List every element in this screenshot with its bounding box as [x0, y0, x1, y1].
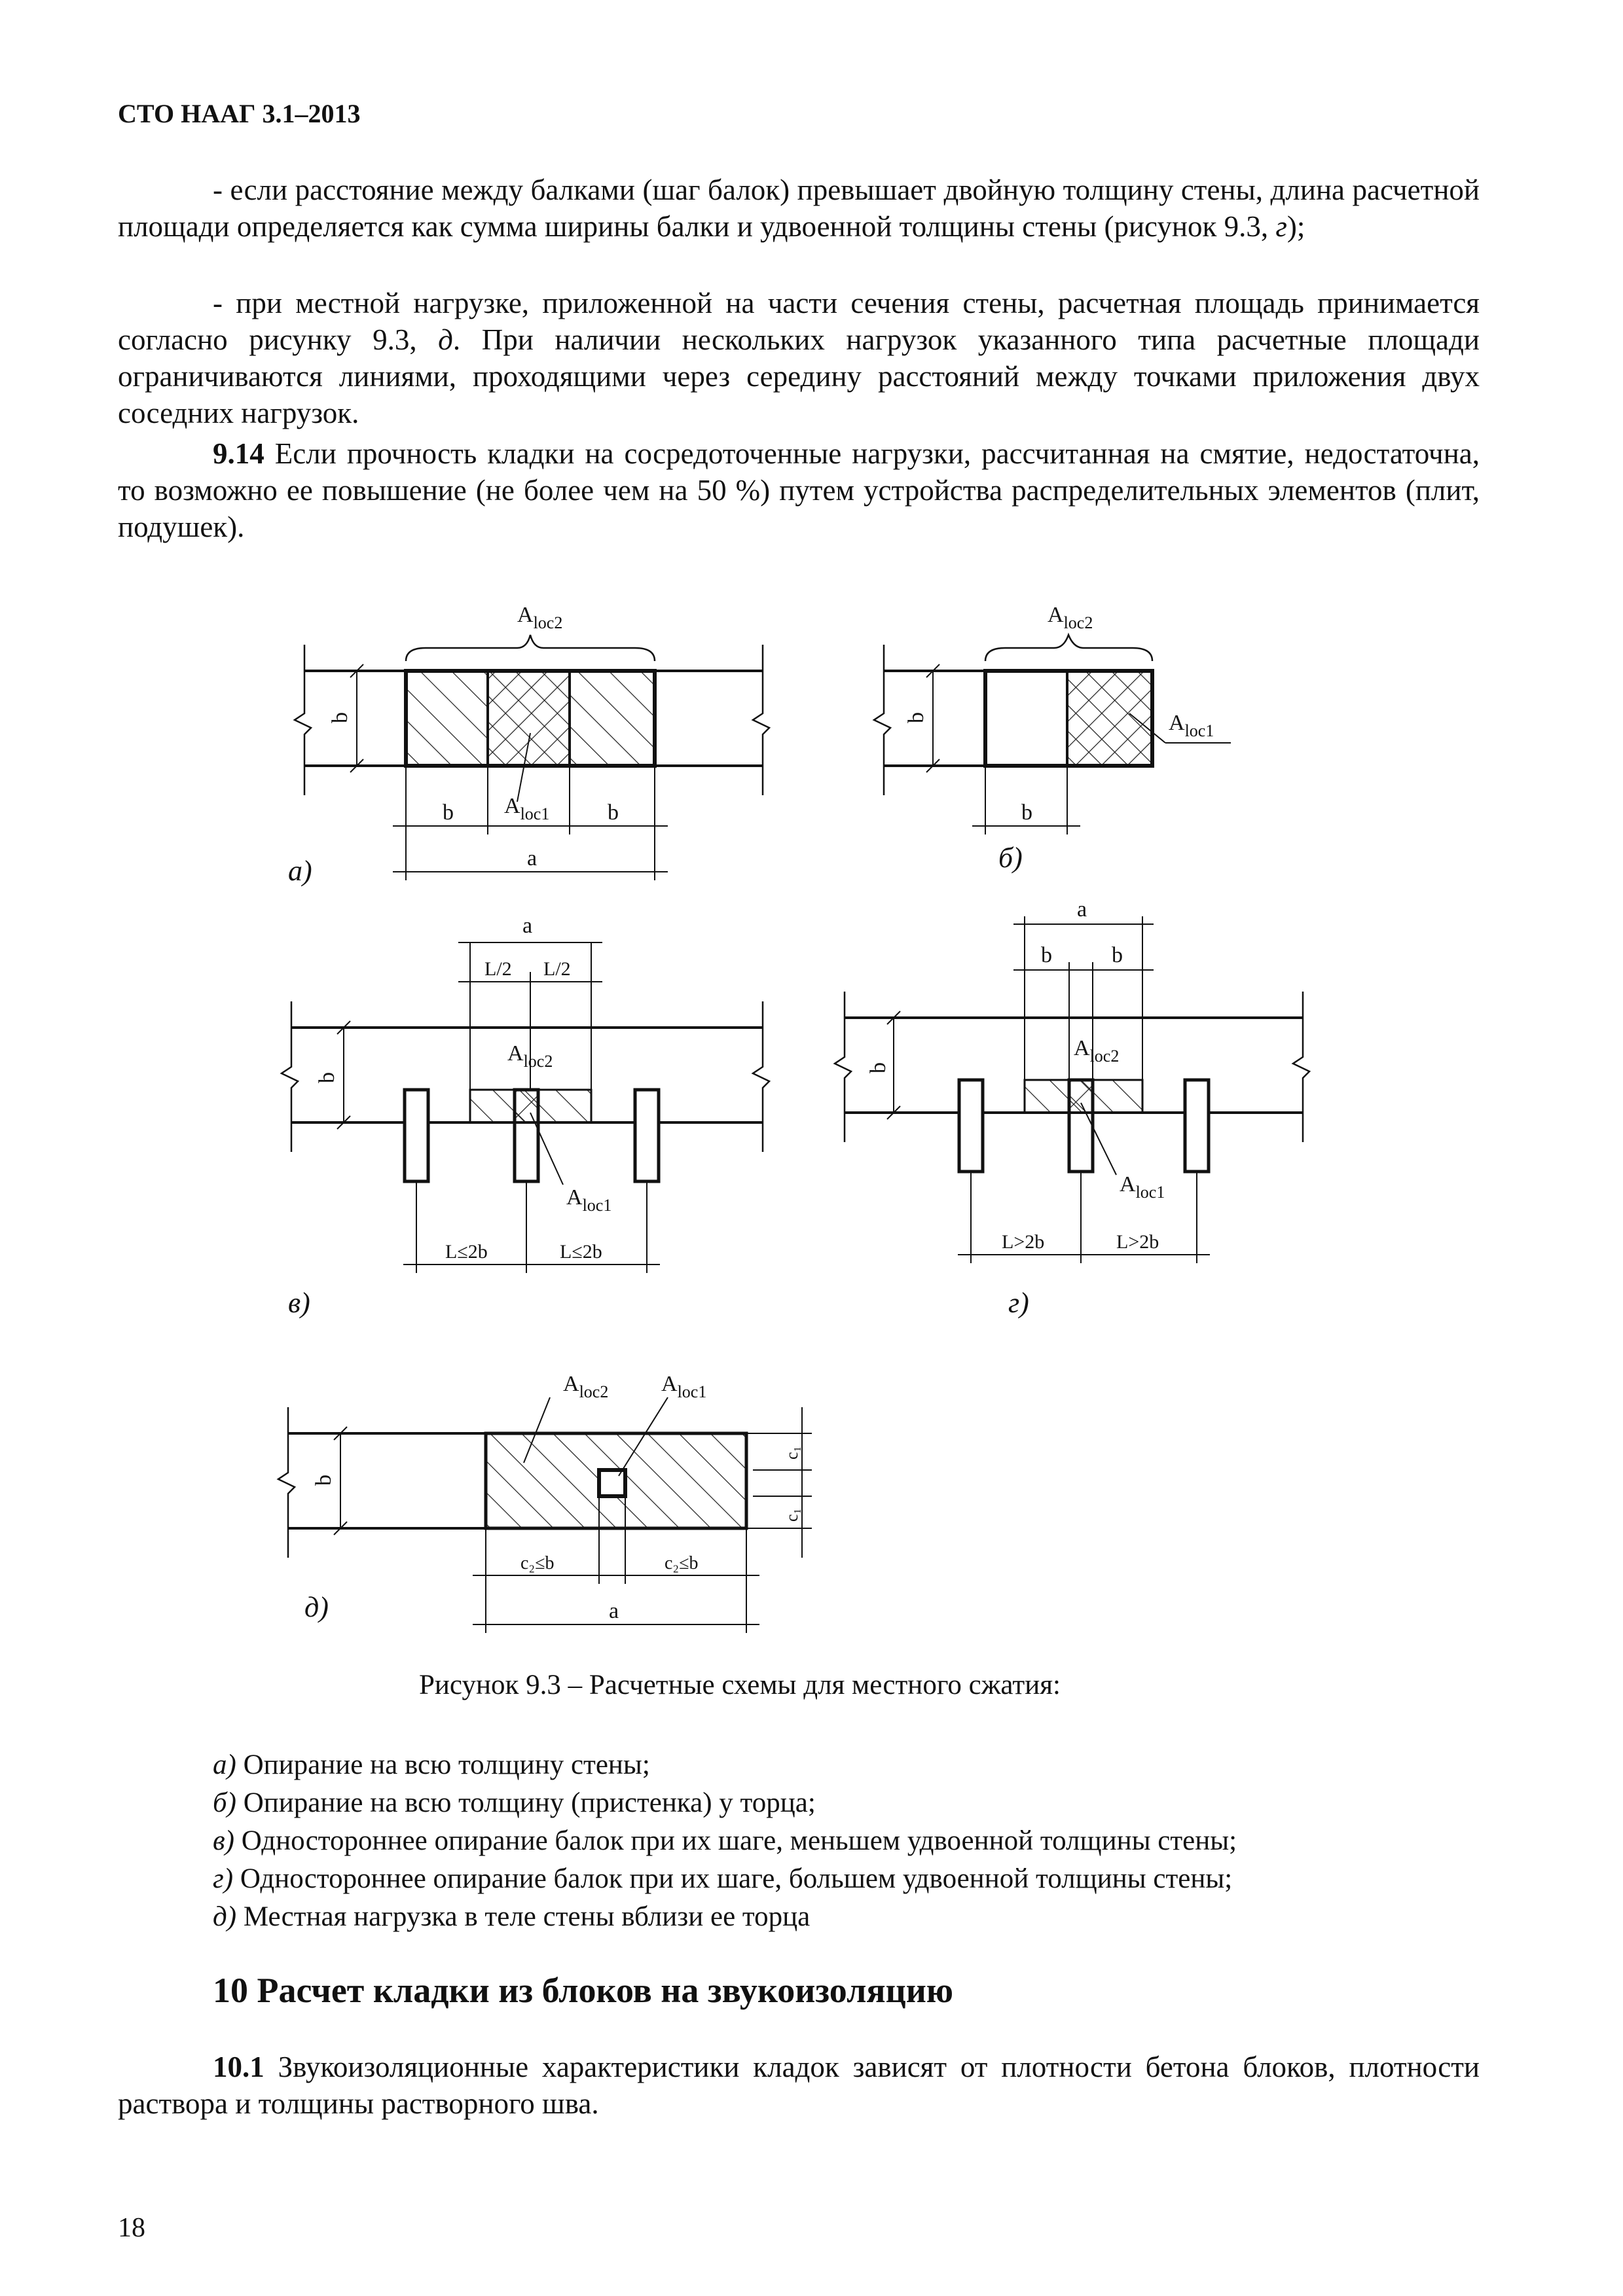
diagram-g	[835, 916, 1309, 1263]
dim-a-g: a	[1077, 897, 1087, 922]
label-a: а)	[288, 855, 312, 887]
dim-c1-top-d: c₁	[782, 1446, 801, 1460]
section-title: 10 Расчет кладки из блоков на звукоизоляцию	[213, 1971, 954, 2010]
dim-b-g: b	[866, 1062, 890, 1073]
aloc2-label-b: $A_{loc2}$	[1048, 603, 1093, 632]
figure-9-3	[0, 576, 1623, 1662]
page-number: 18	[118, 2213, 145, 2243]
label-d: д)	[304, 1591, 329, 1623]
legend-item: б) Опирание на всю толщину (пристенка) у торца;	[213, 1787, 816, 1818]
paragraph-beam-spacing: - если расстояние между балками (шаг балок) превышает двойную толщину стены, длина расчетной площади определяется как сумма ширины балки и удвоенной толщины стены (рисунок 9.3, г);	[118, 173, 1480, 243]
legend-item: а) Опирание на всю толщину стены;	[213, 1749, 650, 1780]
aloc1-label-v: $A_{loc1}$	[566, 1185, 612, 1215]
paragraph-10-1: 10.1 Звукоизоляционные характеристики кладок зависят от плотности бетона блоков, плотности раствора и толщины растворного шва.	[118, 2051, 1480, 2120]
label-b: б)	[998, 842, 1023, 874]
aloc1-label-b: $A_{loc1}$	[1169, 711, 1214, 740]
dim-c2-left-d: c₂≤b	[520, 1553, 555, 1573]
figure-caption: Рисунок 9.3 – Расчетные схемы для местного сжатия:	[419, 1670, 1061, 1700]
dim-b-a: b	[328, 712, 352, 723]
diagram-v	[282, 942, 769, 1273]
dim-l2-left-v: L/2	[484, 958, 512, 980]
aloc2-label-v: $A_{loc2}$	[507, 1041, 553, 1071]
dim-l2-right-v: L/2	[543, 958, 571, 980]
dim-a-v: a	[522, 914, 533, 938]
dim-b-b: b	[904, 712, 928, 723]
dim-b-right-g: b	[1112, 943, 1123, 967]
dim-b-v: b	[315, 1072, 339, 1083]
aloc1-label-g: $A_{loc1}$	[1120, 1172, 1165, 1202]
dim-l-gt-2b-left: L>2b	[1002, 1231, 1045, 1253]
dim-c1-bottom-d: c₁	[782, 1508, 801, 1522]
aloc2-label-a: $A_{loc2}$	[517, 603, 563, 632]
label-v: в)	[288, 1287, 310, 1319]
label-g: г)	[1008, 1287, 1029, 1319]
dim-l-le-2b-left: L≤2b	[445, 1241, 488, 1263]
figure-legend	[213, 1746, 1237, 1936]
diagram-a	[295, 635, 769, 880]
aloc1-label-a: $A_{loc1}$	[504, 794, 550, 823]
aloc2-label-d: $A_{loc2}$	[563, 1372, 609, 1401]
paragraph-9-14: 9.14 Если прочность кладки на сосредоточенные нагрузки, рассчитанная на смятие, недостаточна, то возможно ее повышение (не более чем на 50 %) путем устройства распределительных элементов (плит, подушек).	[118, 437, 1480, 543]
dim-b-right-a: b	[608, 800, 619, 825]
dim-l-le-2b-right: L≤2b	[560, 1241, 602, 1263]
diagram-d	[278, 1397, 812, 1633]
dim-l-gt-2b-right: L>2b	[1116, 1231, 1159, 1253]
dim-a-a: a	[527, 846, 538, 870]
dim-b-d: b	[312, 1475, 336, 1486]
dim-b-bottom-b: b	[1021, 800, 1032, 825]
legend-item: в) Одностороннее опирание балок при их шаге, меньшем удвоенной толщины стены;	[213, 1825, 1237, 1856]
legend-item: д) Местная нагрузка в теле стены вблизи ее торца	[213, 1901, 811, 1932]
dim-a-d: a	[609, 1599, 619, 1623]
dim-c2-right-d: c₂≤b	[665, 1553, 699, 1573]
aloc2-label-g: $A_{loc2}$	[1074, 1036, 1120, 1066]
aloc1-label-d: $A_{loc1}$	[661, 1372, 707, 1401]
legend-item: г) Одностороннее опирание балок при их шаге, большем удвоенной толщины стены;	[213, 1863, 1233, 1894]
dim-b-left-g: b	[1041, 943, 1052, 967]
document-header: СТО НААГ 3.1–2013	[118, 99, 361, 128]
paragraph-local-load: - при местной нагрузке, приложенной на части сечения стены, расчетная площадь принимается согласно рисунку 9.3, д. При наличии нескольких нагрузок указанного типа расчетные площади ограничиваются линиями, проходящими через середину расстояний между точками приложения двух соседних нагрузок.	[118, 287, 1480, 429]
dim-b-left-a: b	[443, 800, 454, 825]
